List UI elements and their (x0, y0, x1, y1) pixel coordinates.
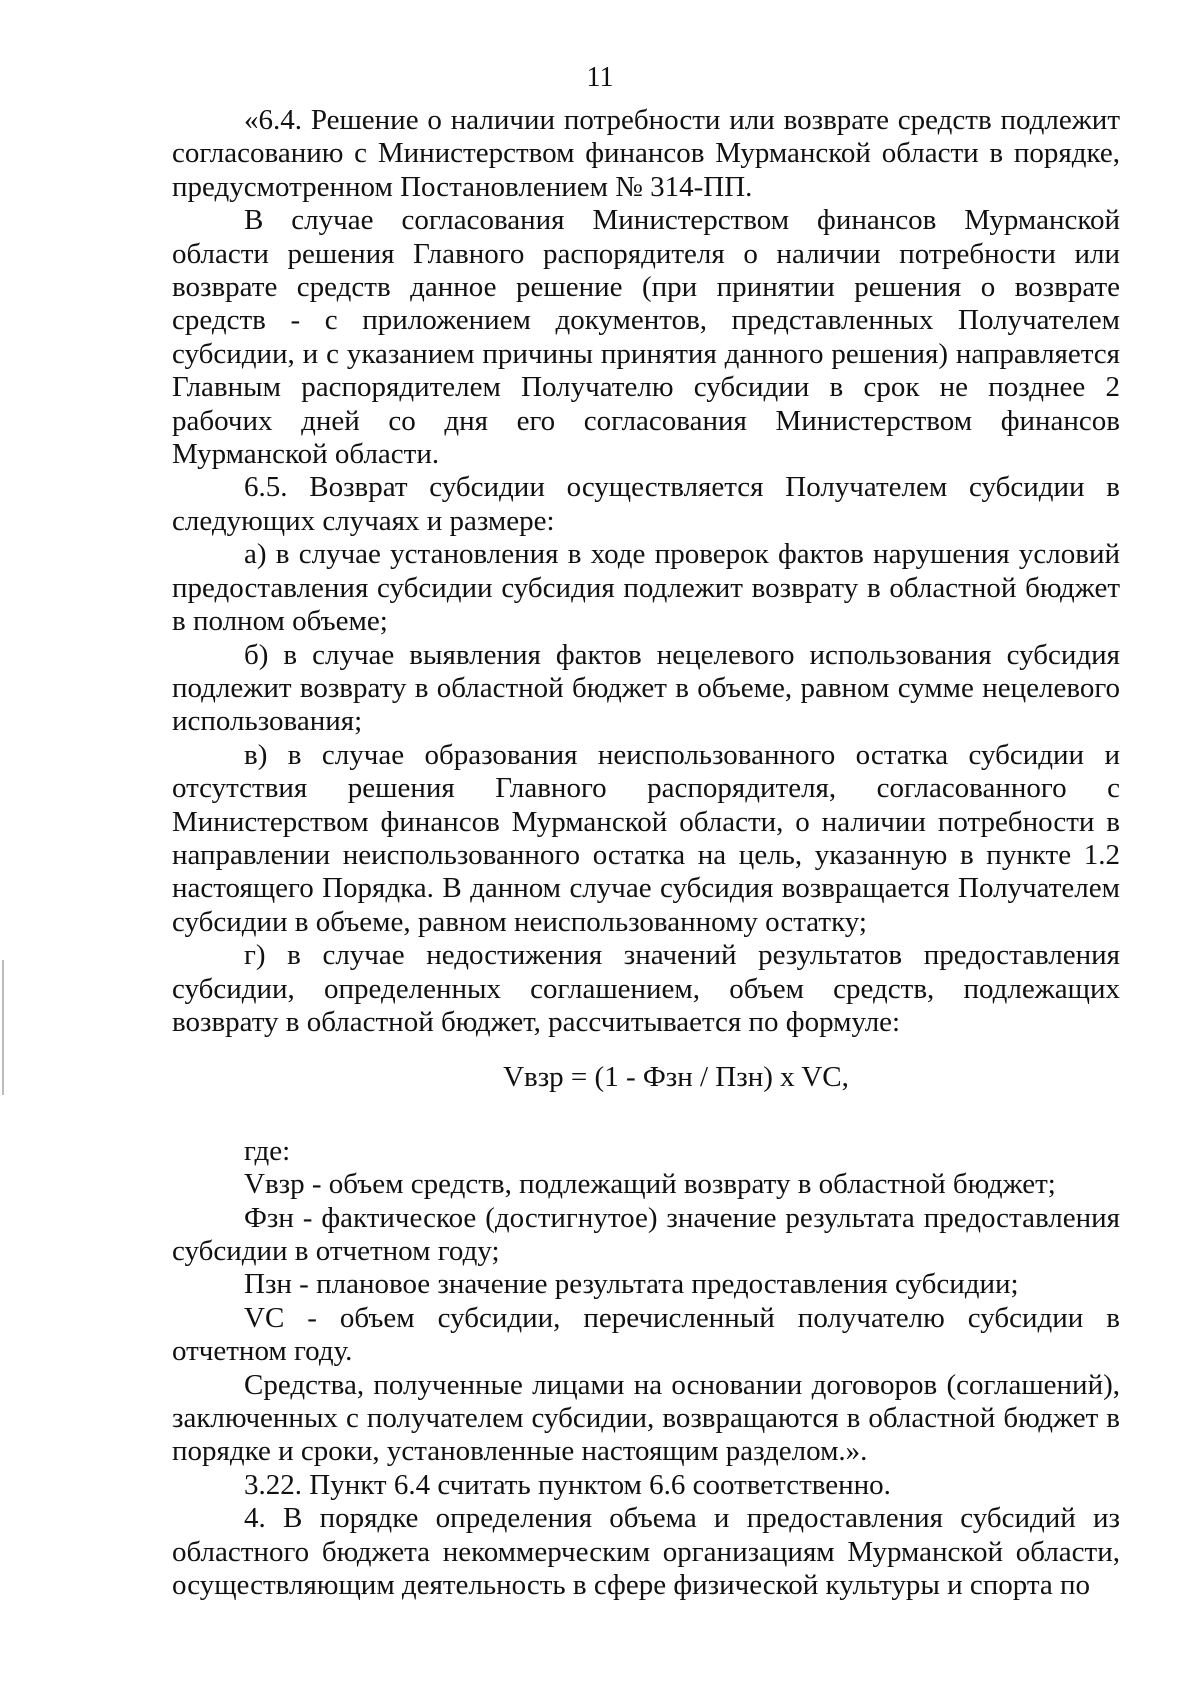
definition-vvzr: Vвзр - объем средств, подлежащий возврату в областной бюджет; (244, 1168, 1056, 1201)
paragraph-3-22: 3.22. Пункт 6.4 считать пунктом 6.6 соответственно. (244, 1468, 891, 1501)
paragraph-case-g: г) в случае недостижения значений результатов предоставления субсидии, определенных соглашением, объем средств, подлежащих возврату в областной бюджет, рассчитывается по формуле: (172, 939, 1120, 1038)
definition-pzn: Пзн - плановое значение результата предоставления субсидии; (244, 1268, 1019, 1301)
paragraph-6-4: «6.4. Решение о наличии потребности или возврате средств подлежит согласованию с Министерством финансов Мурманской области в порядке, предусмотренном Постановлением № 314-ПП. (172, 104, 1120, 203)
definition-fzn: Фзн - фактическое (достигнутое) значение результата предоставления субсидии в отчетном году; (172, 1201, 1120, 1267)
paragraph-approval: В случае согласования Министерством финансов Мурманской области решения Главного распорядителя о наличии потребности или возврате средств данное решение (при принятии решения о возврате средств - с приложением документов, представленных Получателем субсидии, и с указанием причины принятия данного решения) направляется Главным распорядителем Получателю субсидии в срок не позднее 2 рабочих дней со дня его согласования Министерством финансов Мурманской области. (172, 204, 1120, 471)
paragraph-6-5: 6.5. Возврат субсидии осуществляется Получателем субсидии в следующих случаях и размере: (172, 471, 1120, 537)
scan-edge-mark (2, 960, 4, 1095)
where-label: где: (244, 1134, 291, 1167)
definition-vc: VC - объем субсидии, перечисленный получателю субсидии в отчетном году. (172, 1301, 1120, 1368)
page-number: 11 (586, 62, 614, 93)
refund-formula: Vвзр = (1 - Фзн / Пзн) x VC, (503, 1061, 849, 1094)
paragraph-case-a: а) в случае установления в ходе проверок фактов нарушения условий предоставления субсидии субсидия подлежит возврату в областной бюджет в полном объеме; (172, 538, 1120, 638)
paragraph-4: 4. В порядке определения объема и предоставления субсидий из областного бюджета некоммерческим организациям Мурманской области, осуществляющим деятельность в сфере физической культуры и спорта по (172, 1502, 1120, 1602)
paragraph-case-v: в) в случае образования неиспользованного остатка субсидии и отсутствия решения Главного распорядителя, согласованного с Министерством финансов Мурманской области, о наличии потребности в направлении неиспользованного остатка на цель, указанную в пункте 1.2 настоящего Порядка. В данном случае субсидия возвращается Получателем субсидии в объеме, равном неиспользованному остатку; (172, 738, 1120, 938)
paragraph-case-b: б) в случае выявления фактов нецелевого использования субсидия подлежит возврату в областной бюджет в объеме, равном сумме нецелевого использования; (172, 638, 1120, 738)
paragraph-contract-funds: Средства, полученные лицами на основании договоров (соглашений), заключенных с получателем субсидии, возвращаются в областной бюджет в порядке и сроки, установленные настоящим разделом.». (172, 1368, 1120, 1468)
document-body (172, 104, 1120, 1602)
